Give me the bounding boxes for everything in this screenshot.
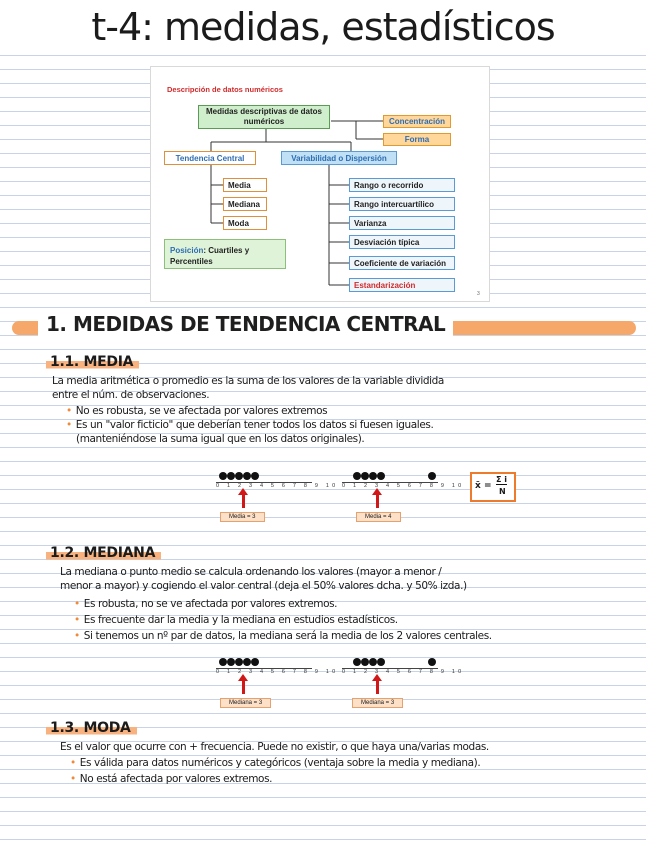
media-box: Media	[223, 178, 267, 192]
mean-label: Media = 4	[356, 512, 401, 522]
section-title: 1. MEDIDAS DE TENDENCIA CENTRAL	[38, 312, 453, 336]
moda-box: Moda	[223, 216, 267, 230]
dot-plot-media-1	[216, 472, 339, 532]
formula-denominator: N	[499, 487, 506, 496]
axis-ticks: 0 1 2 3 4 5 6 7 8 9 10	[342, 669, 465, 675]
root-box: Medidas descriptivas de datos numéricos	[198, 105, 330, 129]
data-point	[377, 658, 385, 666]
data-point	[243, 658, 251, 666]
dot-row	[342, 472, 442, 482]
media-bullet1: • No es robusta, se ve afectada por valores extremos	[66, 405, 328, 417]
media-bullet2: • Es un "valor ficticio" que deberían tener todos los datos si fuesen iguales.	[66, 419, 434, 431]
mediana-heading: 1.2. MEDIANA	[46, 545, 161, 561]
mean-label: Media = 3	[220, 512, 265, 522]
median-label: Mediana = 3	[220, 698, 271, 708]
mediana-line2: menor a mayor) y cogiendo el valor central (deja el 50% valores dcha. y 50% izda.)	[60, 580, 467, 592]
moda-line1: Es el valor que ocurre con + frecuencia. Puede no existir, o que haya una/varias modas.	[60, 741, 489, 753]
formula-left: x̄ =	[475, 481, 492, 491]
data-point	[219, 472, 227, 480]
axis-ticks: 0 1 2 3 4 5 6 7 8 9 10	[216, 483, 339, 489]
tendencia-box: Tendencia Central	[164, 151, 256, 165]
dot-row	[216, 472, 316, 482]
data-point	[235, 658, 243, 666]
desviacion-box: Desviación típica	[349, 235, 455, 249]
concept-map-figure	[150, 66, 490, 302]
mediana-box: Mediana	[223, 197, 267, 211]
data-point	[353, 472, 361, 480]
data-point	[361, 658, 369, 666]
mediana-line1: La mediana o punto medio se calcula ordenando los valores (mayor a menor /	[60, 566, 442, 578]
bullet-icon: •	[74, 614, 80, 626]
page-title: t-4: medidas, estadísticos	[0, 4, 646, 50]
formula-numerator: Σ i	[496, 475, 507, 484]
dot-plot-mediana-1	[216, 658, 339, 718]
mean-arrow-icon	[242, 494, 245, 508]
axis-ticks: 0 1 2 3 4 5 6 7 8 9 10	[342, 483, 465, 489]
rango-box: Rango o recorrido	[349, 178, 455, 192]
axis-ticks: 0 1 2 3 4 5 6 7 8 9 10	[216, 669, 339, 675]
median-arrow-icon	[376, 680, 379, 694]
mediana-bullet1: • Es robusta, no se ve afectada por valores extremos.	[74, 598, 338, 610]
media-line2: entre el núm. de observaciones.	[52, 389, 210, 401]
variabilidad-box: Variabilidad o Dispersión	[281, 151, 397, 165]
median-label: Mediana = 3	[352, 698, 403, 708]
moda-heading: 1.3. MODA	[46, 720, 137, 736]
estandarizacion-box: Estandarización	[349, 278, 455, 292]
data-point	[251, 472, 259, 480]
data-point	[227, 658, 235, 666]
slide-page-number: 3	[477, 291, 480, 297]
data-point	[243, 472, 251, 480]
data-point	[377, 472, 385, 480]
bullet-icon: •	[74, 598, 80, 610]
mediana-bullet2: • Es frecuente dar la media y la mediana en estudios estadísticos.	[74, 614, 398, 626]
media-bullet2-cont: (manteniéndose la suma igual que en los datos originales).	[76, 433, 365, 445]
media-heading: 1.1. MEDIA	[46, 354, 139, 370]
data-point	[428, 472, 436, 480]
data-point	[251, 658, 259, 666]
data-point	[369, 658, 377, 666]
mediana-bullet3: • Si tenemos un nº par de datos, la mediana será la media de los 2 valores centrales.	[74, 630, 492, 642]
mean-arrow-icon	[376, 494, 379, 508]
bullet-icon: •	[70, 773, 76, 785]
mean-formula	[470, 472, 516, 502]
diagram-caption: Descripción de datos numéricos	[167, 85, 283, 94]
dot-row	[216, 658, 316, 668]
data-point	[361, 472, 369, 480]
data-point	[353, 658, 361, 666]
bullet-icon: •	[74, 630, 80, 642]
data-point	[428, 658, 436, 666]
forma-box: Forma	[383, 133, 451, 146]
varianza-box: Varianza	[349, 216, 455, 230]
median-arrow-icon	[242, 680, 245, 694]
data-point	[235, 472, 243, 480]
posicion-box: Posición: Cuartiles y Percentiles	[164, 239, 286, 269]
data-point	[369, 472, 377, 480]
intercuartilico-box: Rango intercuartílico	[349, 197, 455, 211]
dot-plot-media-2	[342, 472, 465, 532]
coeficiente-box: Coeficiente de variación	[349, 256, 455, 270]
concentracion-box: Concentración	[383, 115, 451, 128]
data-point	[219, 658, 227, 666]
data-point	[227, 472, 235, 480]
media-line1: La media aritmética o promedio es la suma de los valores de la variable dividida	[52, 375, 444, 387]
moda-bullet1: • Es válida para datos numéricos y categóricos (ventaja sobre la media y mediana).	[70, 757, 481, 769]
bullet-icon: •	[66, 419, 72, 431]
bullet-icon: •	[66, 405, 72, 417]
dot-plot-mediana-2	[342, 658, 465, 718]
dot-row	[342, 658, 442, 668]
bullet-icon: •	[70, 757, 76, 769]
moda-bullet2: • No está afectada por valores extremos.	[70, 773, 273, 785]
